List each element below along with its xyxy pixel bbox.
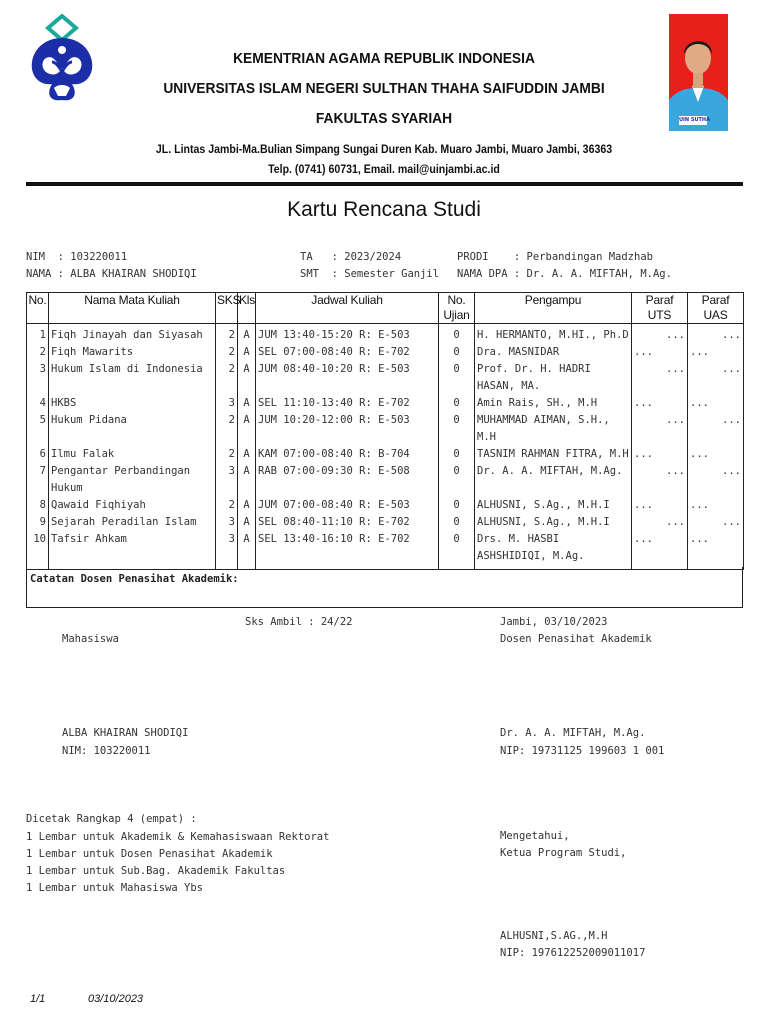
info-ta: TA : 2023/2024 — [300, 251, 402, 263]
copies-title: Dicetak Rangkap 4 (empat) : — [26, 813, 197, 825]
student-photo — [669, 14, 728, 131]
advisor-notes-label: Catatan Dosen Penasihat Akademik: — [30, 573, 239, 585]
paraf-uas-right: ... — [722, 329, 741, 341]
paraf-uts-left: ... — [634, 397, 653, 409]
cell-schedule: SEL 08:40-11:10 R: E-702 — [256, 514, 439, 531]
table-row — [27, 324, 744, 345]
col-uts-header: Paraf UTS — [632, 293, 688, 324]
cell-paraf-uts — [632, 395, 688, 412]
cell-exam-number: 0 — [439, 463, 475, 497]
header-divider — [26, 182, 743, 186]
cell-paraf-uas — [688, 463, 744, 497]
contact-line: Telp. (0741) 60731, Email. mail@uinjambi.ac.id — [268, 164, 500, 176]
paraf-uas-left: ... — [690, 346, 709, 358]
copies-line: 1 Lembar untuk Sub.Bag. Akademik Fakultas — [26, 865, 286, 877]
cell-class: A — [238, 463, 256, 497]
cell-class: A — [238, 361, 256, 395]
col-uas-header: Paraf UAS — [688, 293, 744, 324]
table-header-row — [27, 293, 744, 324]
col-pengampu-header: Pengampu — [475, 293, 632, 324]
approval-name: ALHUSNI,S.AG.,M.H — [500, 930, 608, 942]
cell-paraf-uts — [632, 463, 688, 497]
paraf-uts-right: ... — [666, 414, 685, 426]
photo-badge: UIN SUTHA — [679, 117, 710, 123]
cell-sks: 2 — [216, 361, 238, 395]
approval-role: Ketua Program Studi, — [500, 847, 627, 859]
paraf-uts-right: ... — [666, 329, 685, 341]
advisor-sign-label: Dosen Penasihat Akademik — [500, 633, 652, 645]
cell-paraf-uts — [632, 324, 688, 345]
cell-paraf-uts — [632, 514, 688, 531]
info-nim: NIM : 103220011 — [26, 251, 128, 263]
table-row — [27, 361, 744, 395]
cell-sks: 2 — [216, 412, 238, 446]
cell-paraf-uas — [688, 531, 744, 570]
advisor-name: Dr. A. A. MIFTAH, M.Ag. — [500, 727, 646, 739]
cell-schedule: KAM 07:00-08:40 R: B-704 — [256, 446, 439, 463]
faculty-heading: FAKULTAS SYARIAH — [315, 110, 453, 127]
paraf-uas-right: ... — [722, 465, 741, 477]
cell-exam-number: 0 — [439, 324, 475, 345]
cell-paraf-uas — [688, 361, 744, 395]
cell-class: A — [238, 531, 256, 570]
copies-line: 1 Lembar untuk Dosen Penasihat Akademik — [26, 848, 273, 860]
cell-class: A — [238, 324, 256, 345]
cell-course-name: Ilmu Falak — [49, 446, 216, 463]
cell-paraf-uas — [688, 446, 744, 463]
cell-class: A — [238, 412, 256, 446]
cell-schedule: JUM 08:40-10:20 R: E-503 — [256, 361, 439, 395]
cell-sks: 2 — [216, 446, 238, 463]
student-nim: NIM: 103220011 — [62, 745, 151, 757]
cell-lecturer: ALHUSNI, S.Ag., M.H.I — [475, 497, 632, 514]
cell-course-name: Hukum Islam di Indonesia — [49, 361, 216, 395]
cell-exam-number: 0 — [439, 395, 475, 412]
ministry-heading: KEMENTRIAN AGAMA REPUBLIK INDONESIA — [233, 50, 535, 67]
cell-sks: 3 — [216, 395, 238, 412]
info-smt: SMT : Semester Ganjil — [300, 268, 440, 280]
cell-course-name: Fiqh Mawarits — [49, 344, 216, 361]
cell-lecturer: Drs. M. HASBI ASHSHIDIQI, M.Ag. — [475, 531, 632, 570]
student-sign-label: Mahasiswa — [62, 633, 119, 645]
cell-course-name: Tafsir Ahkam — [49, 531, 216, 570]
university-heading: UNIVERSITAS ISLAM NEGERI SULTHAN THAHA SAIFUDDIN JAMBI — [163, 80, 605, 97]
cell-sks: 3 — [216, 463, 238, 497]
cell-no: 4 — [27, 395, 49, 412]
table-row — [27, 446, 744, 463]
col-kls-header: Kls — [238, 293, 256, 324]
advisor-notes-box — [26, 567, 743, 608]
cell-lecturer: Amin Rais, SH., M.H — [475, 395, 632, 412]
cell-course-name: Fiqh Jinayah dan Siyasah — [49, 324, 216, 345]
cell-paraf-uas — [688, 395, 744, 412]
paraf-uts-right: ... — [666, 516, 685, 528]
cell-paraf-uts — [632, 344, 688, 361]
col-sks-header: SKS — [216, 293, 238, 324]
page-number: 1/1 — [30, 993, 46, 1005]
cell-class: A — [238, 497, 256, 514]
paraf-uts-right: ... — [666, 363, 685, 375]
cell-class: A — [238, 395, 256, 412]
copies-line: 1 Lembar untuk Akademik & Kemahasiswaan Rektorat — [26, 831, 330, 843]
cell-lecturer: Prof. Dr. H. HADRI HASAN, MA. — [475, 361, 632, 395]
paraf-uts-left: ... — [634, 499, 653, 511]
info-nama: NAMA : ALBA KHAIRAN SHODIQI — [26, 268, 197, 280]
address-line: JL. Lintas Jambi-Ma.Bulian Simpang Sungai Duren Kab. Muaro Jambi, Muaro Jambi, 36363 — [155, 144, 613, 156]
paraf-uas-left: ... — [690, 499, 709, 511]
copies-line: 1 Lembar untuk Mahasiswa Ybs — [26, 882, 204, 894]
cell-schedule: SEL 11:10-13:40 R: E-702 — [256, 395, 439, 412]
col-mk-header: Nama Mata Kuliah — [49, 293, 216, 324]
cell-schedule: JUM 07:00-08:40 R: E-503 — [256, 497, 439, 514]
table-row — [27, 514, 744, 531]
print-date: 03/10/2023 — [88, 993, 144, 1005]
cell-no: 1 — [27, 324, 49, 345]
cell-schedule: JUM 13:40-15:20 R: E-503 — [256, 324, 439, 345]
cell-class: A — [238, 446, 256, 463]
table-row — [27, 497, 744, 514]
cell-paraf-uas — [688, 412, 744, 446]
cell-lecturer: Dra. MASNIDAR — [475, 344, 632, 361]
table-row — [27, 531, 744, 570]
cell-paraf-uts — [632, 446, 688, 463]
cell-exam-number: 0 — [439, 361, 475, 395]
paraf-uts-right: ... — [666, 465, 685, 477]
cell-class: A — [238, 514, 256, 531]
paraf-uts-left: ... — [634, 533, 653, 545]
table-row — [27, 463, 744, 497]
cell-no: 8 — [27, 497, 49, 514]
cell-sks: 2 — [216, 344, 238, 361]
cell-class: A — [238, 344, 256, 361]
cell-no: 5 — [27, 412, 49, 446]
cell-paraf-uas — [688, 497, 744, 514]
cell-schedule: JUM 10:20-12:00 R: E-503 — [256, 412, 439, 446]
table-row — [27, 395, 744, 412]
cell-exam-number: 0 — [439, 412, 475, 446]
cell-course-name: Sejarah Peradilan Islam — [49, 514, 216, 531]
info-prodi: PRODI : Perbandingan Madzhab — [457, 251, 653, 263]
cell-exam-number: 0 — [439, 531, 475, 570]
student-name: ALBA KHAIRAN SHODIQI — [62, 727, 189, 739]
table-row — [27, 412, 744, 446]
cell-schedule: SEL 13:40-16:10 R: E-702 — [256, 531, 439, 570]
sks-total: Sks Ambil : 24/22 — [245, 616, 353, 628]
paraf-uas-left: ... — [690, 448, 709, 460]
cell-no: 9 — [27, 514, 49, 531]
cell-course-name: HKBS — [49, 395, 216, 412]
cell-no: 3 — [27, 361, 49, 395]
cell-schedule: SEL 07:00-08:40 R: E-702 — [256, 344, 439, 361]
paraf-uts-left: ... — [634, 448, 653, 460]
advisor-nip: NIP: 19731125 199603 1 001 — [500, 745, 665, 757]
cell-no: 10 — [27, 531, 49, 570]
cell-exam-number: 0 — [439, 514, 475, 531]
paraf-uas-right: ... — [722, 516, 741, 528]
cell-sks: 2 — [216, 324, 238, 345]
cell-course-name: Hukum Pidana — [49, 412, 216, 446]
cell-no: 6 — [27, 446, 49, 463]
cell-paraf-uas — [688, 344, 744, 361]
cell-lecturer: H. HERMANTO, M.HI., Ph.D — [475, 324, 632, 345]
cell-schedule: RAB 07:00-09:30 R: E-508 — [256, 463, 439, 497]
col-no-header: No. — [27, 293, 49, 324]
cell-sks: 3 — [216, 531, 238, 570]
cell-paraf-uas — [688, 324, 744, 345]
cell-sks: 2 — [216, 497, 238, 514]
col-ujian-header: No. Ujian — [439, 293, 475, 324]
col-jadwal-header: Jadwal Kuliah — [256, 293, 439, 324]
cell-sks: 3 — [216, 514, 238, 531]
cell-exam-number: 0 — [439, 344, 475, 361]
paraf-uas-right: ... — [722, 414, 741, 426]
cell-course-name: Qawaid Fiqhiyah — [49, 497, 216, 514]
page-title: Kartu Rencana Studi — [287, 198, 481, 221]
approval-nip: NIP: 197612252009011017 — [500, 947, 646, 959]
info-dpa: NAMA DPA : Dr. A. A. MIFTAH, M.Ag. — [457, 268, 672, 280]
cell-exam-number: 0 — [439, 446, 475, 463]
paraf-uas-right: ... — [722, 363, 741, 375]
paraf-uas-left: ... — [690, 533, 709, 545]
paraf-uas-left: ... — [690, 397, 709, 409]
place-date: Jambi, 03/10/2023 — [500, 616, 608, 628]
cell-course-name: Pengantar Perbandingan Hukum — [49, 463, 216, 497]
cell-paraf-uts — [632, 361, 688, 395]
cell-paraf-uts — [632, 497, 688, 514]
cell-no: 2 — [27, 344, 49, 361]
cell-lecturer: ALHUSNI, S.Ag., M.H.I — [475, 514, 632, 531]
approval-label: Mengetahui, — [500, 830, 570, 842]
course-table — [26, 292, 744, 570]
cell-no: 7 — [27, 463, 49, 497]
cell-paraf-uas — [688, 514, 744, 531]
cell-lecturer: Dr. A. A. MIFTAH, M.Ag. — [475, 463, 632, 497]
cell-lecturer: TASNIM RAHMAN FITRA, M.H — [475, 446, 632, 463]
cell-paraf-uts — [632, 531, 688, 570]
cell-paraf-uts — [632, 412, 688, 446]
paraf-uts-left: ... — [634, 346, 653, 358]
cell-lecturer: MUHAMMAD AIMAN, S.H., M.H — [475, 412, 632, 446]
table-row — [27, 344, 744, 361]
cell-exam-number: 0 — [439, 497, 475, 514]
